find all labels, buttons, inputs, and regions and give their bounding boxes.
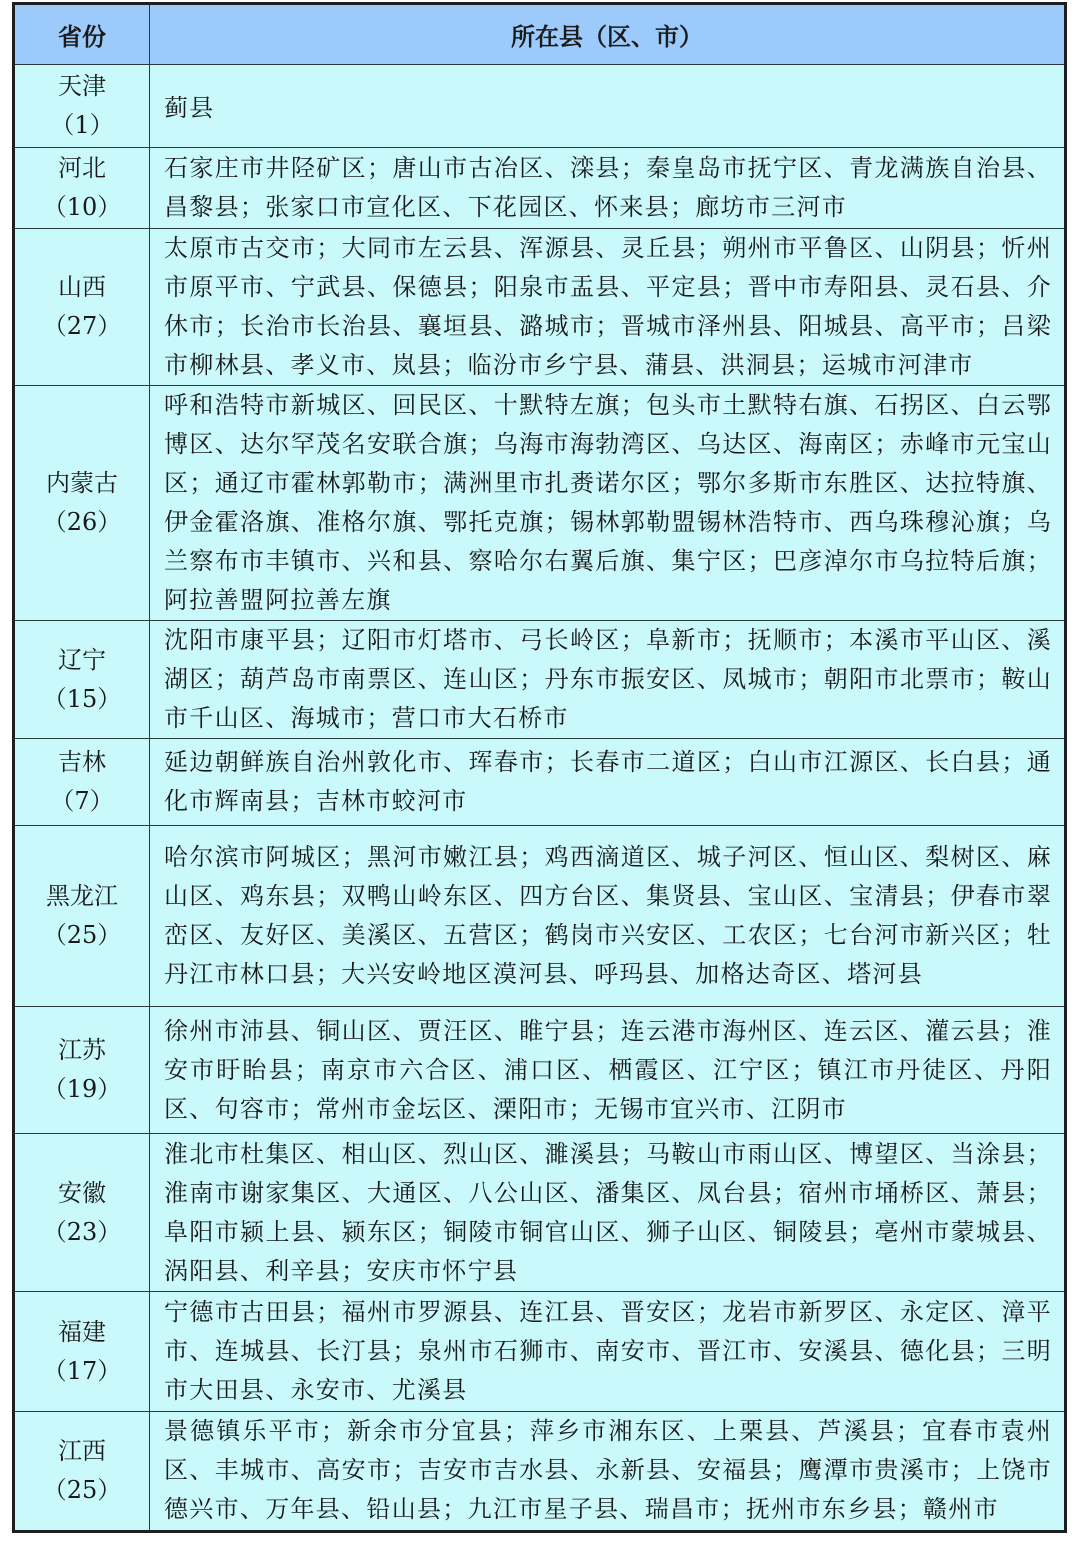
province-count: （25）	[42, 921, 122, 949]
county-list: 沈阳市康平县；辽阳市灯塔市、弓长岭区；阜新市；抚顺市；本溪市平山区、溪湖区；葫芦岛市南票区、连山区；丹东市振安区、凤城市；朝阳市北票市；鞍山市千山区、海城市；营口市大石桥市	[150, 621, 1066, 739]
province-count: （26）	[42, 508, 122, 536]
province-cell	[14, 229, 150, 386]
province-cell	[14, 1007, 150, 1134]
province-cell	[14, 386, 150, 621]
county-list: 石家庄市井陉矿区；唐山市古冶区、滦县；秦皇岛市抚宁区、青龙满族自治县、昌黎县；张家口市宣化区、下花园区、怀来县；廊坊市三河市	[150, 148, 1066, 229]
province-cell	[14, 1134, 150, 1292]
table-row	[14, 1412, 1066, 1532]
table-row	[14, 386, 1066, 621]
county-list: 呼和浩特市新城区、回民区、十默特左旗；包头市土默特右旗、石拐区、白云鄂博区、达尔罕茂名安联合旗；乌海市海勃湾区、乌达区、海南区；赤峰市元宝山区；通辽市霍林郭勒市；满洲里市扎赉诺尔区；鄂尔多斯市东胜区、达拉特旗、伊金霍洛旗、准格尔旗、鄂托克旗；锡林郭勒盟锡林浩特市、西乌珠穆沁旗；乌兰察布市丰镇市、兴和县、察哈尔右翼后旗、集宁区；巴彦淖尔市乌拉特后旗；阿拉善盟阿拉善左旗	[150, 386, 1066, 621]
county-list: 哈尔滨市阿城区；黑河市嫩江县；鸡西滴道区、城子河区、恒山区、梨树区、麻山区、鸡东县；双鸭山岭东区、四方台区、集贤县、宝山区、宝清县；伊春市翠峦区、友好区、美溪区、五营区；鹤岗市兴安区、工农区；七台河市新兴区；牡丹江市林口县；大兴安岭地区漠河县、呼玛县、加格达奇区、塔河县	[150, 826, 1066, 1007]
province-count: （27）	[42, 312, 122, 340]
province-name: 天津	[58, 72, 106, 100]
province-cell	[14, 1412, 150, 1532]
table-row	[14, 739, 1066, 826]
table-row	[14, 1007, 1066, 1134]
province-cell	[14, 826, 150, 1007]
table-row	[14, 1134, 1066, 1292]
table-row	[14, 148, 1066, 229]
province-count: （25）	[42, 1476, 122, 1504]
county-list: 延边朝鲜族自治州敦化市、珲春市；长春市二道区；白山市江源区、长白县；通化市辉南县；吉林市蛟河市	[150, 739, 1066, 826]
county-list: 蓟县	[150, 65, 1066, 148]
table-row	[14, 621, 1066, 739]
county-list: 淮北市杜集区、相山区、烈山区、濉溪县；马鞍山市雨山区、博望区、当涂县；淮南市谢家集区、大通区、八公山区、潘集区、凤台县；宿州市埇桥区、萧县；阜阳市颍上县、颍东区；铜陵市铜官山区、狮子山区、铜陵县；亳州市蒙城县、涡阳县、利辛县；安庆市怀宁县	[150, 1134, 1066, 1292]
table-row	[14, 826, 1066, 1007]
county-list: 徐州市沛县、铜山区、贾汪区、睢宁县；连云港市海州区、连云区、灌云县；淮安市盱眙县；南京市六合区、浦口区、栖霞区、江宁区；镇江市丹徒区、丹阳区、句容市；常州市金坛区、溧阳市；无锡市宜兴市、江阴市	[150, 1007, 1066, 1134]
province-name: 福建	[58, 1317, 106, 1346]
province-name: 黑龙江	[46, 882, 118, 910]
province-name: 江苏	[58, 1036, 106, 1064]
province-count: （10）	[42, 193, 122, 221]
province-name: 辽宁	[58, 645, 106, 674]
province-name: 山西	[58, 273, 106, 301]
province-count: （7）	[50, 787, 114, 815]
province-count: （17）	[42, 1356, 122, 1385]
header-counties: 所在县（区、市）	[150, 4, 1066, 65]
province-cell	[14, 65, 150, 148]
table-row	[14, 229, 1066, 386]
province-name: 河北	[58, 154, 106, 182]
county-list: 太原市古交市；大同市左云县、浑源县、灵丘县；朔州市平鲁区、山阴县；忻州市原平市、宁武县、保德县；阳泉市盂县、平定县；晋中市寿阳县、灵石县、介休市；长治市长治县、襄垣县、潞城市；晋城市泽州县、阳城县、高平市；吕梁市柳林县、孝义市、岚县；临汾市乡宁县、蒲县、洪洞县；运城市河津市	[150, 229, 1066, 386]
county-list: 宁德市古田县；福州市罗源县、连江县、晋安区；龙岩市新罗区、永定区、漳平市、连城县、长汀县；泉州市石狮市、南安市、晋江市、安溪县、德化县；三明市大田县、永安市、尤溪县	[150, 1292, 1066, 1412]
province-name: 吉林	[58, 748, 106, 776]
table-row	[14, 1292, 1066, 1412]
province-cell	[14, 1292, 150, 1412]
table-header	[14, 4, 1066, 65]
province-count: （1）	[50, 111, 114, 139]
province-count: （23）	[42, 1217, 122, 1246]
county-list: 景德镇乐平市；新余市分宜县；萍乡市湘东区、上栗县、芦溪县；宜春市袁州区、丰城市、高安市；吉安市吉水县、永新县、安福县；鹰潭市贵溪市；上饶市德兴市、万年县、铅山县；九江市星子县、瑞昌市；抚州市东乡县；赣州市	[150, 1412, 1066, 1532]
province-cell	[14, 621, 150, 739]
province-name: 江西	[58, 1437, 106, 1465]
province-count: （19）	[42, 1075, 122, 1103]
province-cell	[14, 148, 150, 229]
province-cell	[14, 739, 150, 826]
county-list-table	[12, 2, 1067, 1533]
header-province: 省份	[14, 4, 150, 65]
province-count: （15）	[42, 684, 122, 713]
table-row	[14, 65, 1066, 148]
province-name: 安徽	[58, 1178, 106, 1207]
province-name: 内蒙古	[46, 469, 118, 497]
